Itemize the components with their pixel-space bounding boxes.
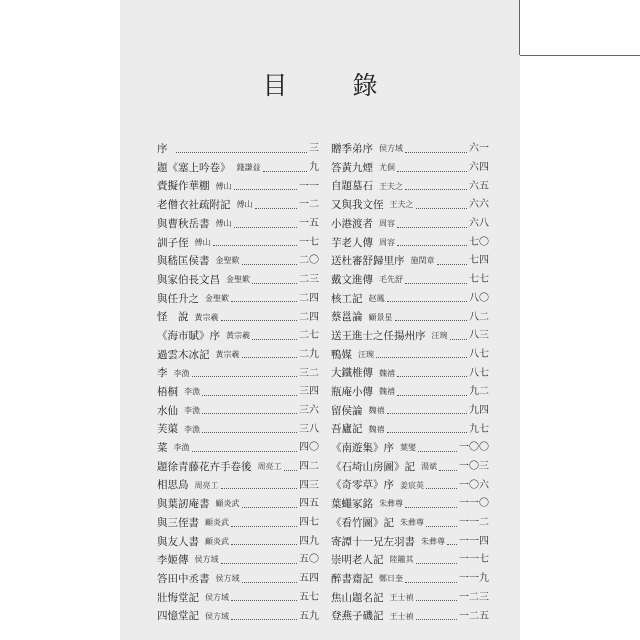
toc-entry[interactable] [331, 607, 489, 626]
entry-title: 李姬傳 [157, 554, 189, 567]
dot-leader [397, 395, 467, 396]
toc-entry[interactable] [331, 196, 489, 215]
entry-title: 芙蕖 [157, 423, 178, 436]
entry-title: 與葉訒庵書 [157, 498, 210, 511]
toc-entry[interactable] [331, 215, 489, 234]
entry-author: 李漁 [184, 424, 200, 434]
entry-title: 題《塞上吟卷》 [157, 161, 231, 174]
entry-author: 侯方域 [205, 611, 229, 621]
toc-entry[interactable] [157, 514, 319, 533]
entry-title: 訓子侄 [157, 236, 189, 249]
entry-page-number: 九四 [469, 404, 489, 416]
dot-leader [387, 301, 468, 302]
entry-author: 湯斌 [421, 462, 437, 472]
entry-author: 傅山 [215, 219, 232, 229]
dot-leader [242, 264, 298, 265]
dot-leader [221, 488, 298, 489]
entry-page-number: 六六 [469, 199, 489, 211]
entry-page-number: 一二五 [459, 610, 489, 622]
toc-left-column [157, 140, 319, 626]
toc-entry[interactable] [331, 327, 489, 346]
toc-entry[interactable] [157, 327, 319, 346]
entry-author: 王士禎 [389, 611, 414, 621]
entry-author: 李漁 [184, 387, 200, 397]
entry-page-number: 八二 [469, 311, 489, 323]
toc-entry[interactable] [157, 589, 319, 608]
dot-leader [405, 283, 467, 284]
dot-leader [234, 227, 298, 228]
entry-page-number: 一一四 [459, 535, 489, 547]
dot-leader [437, 264, 468, 265]
entry-page-number: 一〇三 [459, 461, 489, 473]
dot-leader [221, 320, 298, 321]
page-title: 目 錄 [262, 71, 398, 100]
dot-leader [416, 208, 468, 209]
toc-entry[interactable] [331, 383, 489, 402]
entry-author: 傅山 [194, 237, 211, 247]
entry-page-number: 三八 [299, 423, 319, 435]
entry-page-number: 一一 [299, 180, 319, 192]
entry-page-number: 一一九 [459, 573, 489, 585]
toc-entry[interactable] [157, 476, 319, 495]
entry-author: 侯方域 [215, 574, 240, 584]
entry-title: 答黃九煙 [331, 161, 373, 174]
entry-author: 王士禎 [389, 592, 414, 602]
dot-leader [426, 488, 457, 489]
entry-title: 序 [157, 143, 168, 156]
entry-page-number: 六八 [469, 218, 489, 230]
toc-entry[interactable] [331, 271, 489, 290]
entry-author: 魏禧 [379, 387, 395, 397]
entry-author: 汪琬 [431, 331, 448, 341]
dot-leader [202, 413, 297, 414]
toc-right-column [331, 140, 489, 626]
entry-author: 鄭日奎 [379, 574, 403, 584]
entry-title: 贈季弟序 [331, 143, 373, 156]
dot-leader [418, 451, 457, 452]
entry-title: 吾廬記 [331, 423, 363, 436]
entry-page-number: 七七 [469, 274, 489, 286]
toc-entry[interactable] [331, 233, 489, 252]
entry-author: 侯方域 [205, 592, 229, 602]
toc-entry[interactable] [157, 458, 319, 477]
toc-entry[interactable] [157, 177, 319, 196]
entry-page-number: 二九 [299, 348, 319, 360]
entry-page-number: 六五 [469, 180, 489, 192]
entry-page-number: 八七 [469, 348, 489, 360]
entry-title: 又與我文侄 [331, 199, 384, 212]
dot-leader [416, 563, 458, 564]
entry-title: 過雲木冰記 [157, 348, 210, 361]
toc-entry[interactable] [331, 589, 489, 608]
entry-author: 王夫之 [379, 181, 403, 191]
dot-leader [376, 357, 467, 358]
entry-author: 金聖歎 [215, 256, 240, 266]
toc-entry[interactable] [331, 495, 489, 514]
dot-leader [284, 470, 298, 471]
entry-author: 李漁 [173, 443, 190, 453]
entry-title: 答田中丞書 [157, 572, 210, 585]
entry-page-number: 四二 [299, 461, 319, 473]
entry-page-number: 五九 [299, 610, 319, 622]
toc-entry[interactable] [157, 402, 319, 421]
dot-leader [231, 600, 297, 601]
entry-page-number: 二四 [299, 292, 319, 304]
entry-title: 梧桐 [157, 386, 178, 399]
dot-leader [176, 152, 308, 153]
entry-author: 金聖歎 [205, 293, 229, 303]
entry-page-number: 四五 [299, 498, 319, 510]
toc-entry[interactable] [331, 514, 489, 533]
entry-page-number: 一五 [299, 218, 319, 230]
entry-title: 與三侄書 [157, 516, 199, 529]
entry-page-number: 三六 [299, 404, 319, 416]
dot-leader [192, 451, 298, 452]
dot-leader [405, 582, 457, 583]
entry-page-number: 四七 [299, 517, 319, 529]
entry-author: 朱彝尊 [379, 499, 403, 509]
entry-author: 魏禧 [368, 405, 385, 415]
entry-page-number: 四三 [299, 479, 319, 491]
dot-leader [405, 507, 457, 508]
entry-page-number: 八〇 [469, 292, 489, 304]
toc-entry[interactable] [331, 159, 489, 178]
toc-entry[interactable] [331, 290, 489, 309]
entry-author: 錢謙益 [236, 163, 261, 173]
dot-leader [395, 320, 468, 321]
dot-leader [387, 413, 468, 414]
dot-leader [242, 507, 298, 508]
entry-title: 《奇零草》序 [331, 479, 394, 492]
entry-page-number: 五〇 [299, 554, 319, 566]
entry-title: 鴨媒 [331, 348, 352, 361]
entry-page-number: 二三 [299, 274, 319, 286]
entry-title: 葉蠅冢銘 [331, 498, 373, 511]
dot-leader [397, 376, 467, 377]
toc-entry[interactable] [157, 532, 319, 551]
entry-page-number: 九二 [469, 386, 489, 398]
entry-title: 壯悔堂記 [157, 591, 199, 604]
entry-page-number: 八七 [469, 367, 489, 379]
dot-leader [397, 227, 467, 228]
entry-page-number: 一一二 [459, 517, 489, 529]
entry-author: 傅山 [236, 200, 253, 210]
dot-leader [387, 432, 468, 433]
entry-title: 賫擬作華棚 [157, 180, 210, 193]
toc-entry[interactable] [157, 383, 319, 402]
toc-entry[interactable] [331, 346, 489, 365]
toc-entry[interactable] [157, 196, 319, 215]
dot-leader [192, 376, 298, 377]
entry-title: 與嵇匡侯書 [157, 255, 210, 268]
entry-title: 老僧衣社疏附記 [157, 199, 231, 212]
entry-author: 顧炎武 [215, 499, 240, 509]
entry-author: 毛先舒 [379, 275, 403, 285]
toc-entry[interactable] [331, 476, 489, 495]
entry-page-number: 三二 [299, 367, 319, 379]
entry-author: 陸隴其 [389, 555, 414, 565]
entry-title: 蔡邕論 [331, 311, 363, 324]
entry-author: 姜宸英 [400, 480, 424, 490]
entry-author: 朱彝尊 [421, 536, 445, 546]
entry-author: 尤侗 [379, 163, 395, 173]
entry-page-number: 一一七 [459, 554, 489, 566]
dot-leader [416, 600, 458, 601]
entry-author: 李漁 [173, 368, 190, 378]
entry-author: 侯方域 [379, 144, 403, 154]
entry-title: 怪 說 [157, 311, 189, 324]
dot-leader [231, 619, 297, 620]
dot-leader [252, 339, 297, 340]
toc-entry[interactable] [331, 420, 489, 439]
dot-leader [213, 245, 298, 246]
toc-entry[interactable] [331, 252, 489, 271]
entry-title: 題徐青藤花卉手卷後 [157, 460, 252, 473]
dot-leader [397, 245, 467, 246]
entry-page-number: 六四 [469, 162, 489, 174]
entry-title: 留侯論 [331, 404, 363, 417]
entry-page-number: 二〇 [299, 255, 319, 267]
entry-title: 《看竹圖》記 [331, 516, 394, 529]
entry-author: 周容 [379, 237, 395, 247]
dot-leader [231, 526, 297, 527]
toc-entry[interactable] [157, 290, 319, 309]
toc-entry[interactable] [157, 570, 319, 589]
entry-author: 周亮工 [257, 462, 282, 472]
entry-page-number: 二四 [299, 311, 319, 323]
entry-page-number: 六一 [469, 143, 489, 155]
dot-leader [242, 357, 298, 358]
entry-author: 魏禧 [379, 368, 395, 378]
toc-entry[interactable] [157, 271, 319, 290]
dot-leader [405, 152, 467, 153]
toc-entry[interactable] [157, 439, 319, 458]
toc-entry[interactable] [157, 159, 319, 178]
entry-title: 登燕子磯記 [331, 610, 384, 623]
entry-author: 王夫之 [389, 200, 414, 210]
entry-title: 醉書齋記 [331, 572, 373, 585]
entry-title: 送杜審舒歸里序 [331, 255, 405, 268]
entry-page-number: 九七 [469, 423, 489, 435]
crop-mark-vertical [519, 0, 520, 55]
entry-title: 與友人書 [157, 535, 199, 548]
dot-leader [439, 470, 457, 471]
dot-leader [426, 526, 457, 527]
entry-title: 與家伯長文昌 [157, 273, 220, 286]
toc-entry[interactable] [157, 551, 319, 570]
toc-entry[interactable] [331, 140, 489, 159]
entry-page-number: 七四 [469, 255, 489, 267]
toc-entry[interactable] [331, 364, 489, 383]
entry-title: 四憶堂記 [157, 610, 199, 623]
entry-page-number: 三四 [299, 386, 319, 398]
entry-page-number: 三 [309, 143, 319, 155]
entry-title: 瓶庵小傳 [331, 386, 373, 399]
entry-title: 與任升之 [157, 292, 199, 305]
toc-entry[interactable] [331, 551, 489, 570]
dot-leader [416, 619, 458, 620]
entry-page-number: 一二三 [459, 591, 489, 603]
entry-title: 芋老人傳 [331, 236, 373, 249]
dot-leader [202, 432, 297, 433]
dot-leader [221, 563, 298, 564]
entry-title: 戴文進傳 [331, 273, 373, 286]
entry-author: 赵鳳 [368, 293, 385, 303]
entry-author: 顧炎武 [205, 518, 229, 528]
entry-title: 小港渡者 [331, 217, 373, 230]
dot-leader [231, 544, 297, 545]
entry-author: 黃宗羲 [194, 312, 219, 322]
toc-entry[interactable] [331, 439, 489, 458]
entry-author: 黃宗羲 [215, 349, 240, 359]
toc-entry[interactable] [157, 215, 319, 234]
entry-page-number: 四九 [299, 535, 319, 547]
entry-title: 焦山題名記 [331, 591, 384, 604]
entry-page-number: 五四 [299, 573, 319, 585]
entry-page-number: 四〇 [299, 442, 319, 454]
entry-author: 黃宗羲 [226, 331, 250, 341]
toc-entry[interactable] [157, 308, 319, 327]
entry-title: 崇明老人記 [331, 554, 384, 567]
entry-title: 自題墓石 [331, 180, 373, 193]
entry-title: 《海市賦》序 [157, 329, 220, 342]
entry-title: 《南遊集》序 [331, 442, 394, 455]
toc-entry[interactable] [157, 420, 319, 439]
dot-leader [255, 208, 298, 209]
entry-title: 水仙 [157, 404, 178, 417]
dot-leader [234, 189, 298, 190]
crop-mark-horizontal [520, 55, 640, 56]
entry-page-number: 一七 [299, 236, 319, 248]
toc-entry[interactable] [331, 308, 489, 327]
entry-author: 金聖歎 [226, 275, 250, 285]
dot-leader [252, 283, 297, 284]
entry-title: 相思鳥 [157, 479, 189, 492]
dot-leader [263, 171, 308, 172]
toc-entry[interactable] [157, 364, 319, 383]
entry-title: 與曹秋岳書 [157, 217, 210, 230]
entry-author: 汪琬 [358, 349, 374, 359]
toc-entry[interactable] [331, 532, 489, 551]
entry-author: 周亮工 [194, 480, 219, 490]
entry-page-number: 二七 [299, 330, 319, 342]
toc-entry[interactable] [157, 252, 319, 271]
toc-entry[interactable] [331, 570, 489, 589]
entry-author: 朱彝尊 [400, 518, 424, 528]
entry-title: 送王進士之任揚州序 [331, 329, 426, 342]
toc-entry[interactable] [157, 233, 319, 252]
entry-author: 顧景星 [368, 312, 393, 322]
toc-entry[interactable] [157, 140, 319, 159]
entry-page-number: 一一〇 [459, 498, 489, 510]
entry-page-number: 一〇〇 [459, 442, 489, 454]
dot-leader [397, 171, 467, 172]
entry-author: 侯方域 [194, 555, 219, 565]
dot-leader [447, 544, 457, 545]
toc-entry[interactable] [331, 177, 489, 196]
entry-page-number: 一〇六 [459, 479, 489, 491]
entry-title: 大鐵椎傳 [331, 367, 373, 380]
entry-title: 寄譚十一兄左羽書 [331, 535, 415, 548]
dot-leader [405, 189, 467, 190]
entry-author: 周容 [379, 219, 395, 229]
entry-page-number: 九 [309, 162, 319, 174]
entry-author: 傅山 [215, 181, 232, 191]
entry-page-number: 七〇 [469, 236, 489, 248]
toc-entry[interactable] [157, 495, 319, 514]
entry-page-number: 一二 [299, 199, 319, 211]
entry-author: 魏禧 [368, 424, 385, 434]
entry-title: 核工記 [331, 292, 363, 305]
dot-leader [202, 395, 297, 396]
entry-author: 葉燮 [400, 443, 416, 453]
toc-entry[interactable] [331, 402, 489, 421]
dot-leader [450, 339, 468, 340]
entry-author: 施閏章 [410, 256, 435, 266]
entry-title: 李 [157, 367, 168, 380]
entry-page-number: 五七 [299, 591, 319, 603]
toc-entry[interactable] [331, 458, 489, 477]
entry-author: 李漁 [184, 405, 200, 415]
entry-title: 《石埼山房圖》記 [331, 460, 415, 473]
entry-page-number: 八三 [469, 330, 489, 342]
dot-leader [242, 582, 298, 583]
dot-leader [231, 301, 297, 302]
entry-author: 顧炎武 [205, 536, 229, 546]
entry-title: 菜 [157, 442, 168, 455]
toc-entry[interactable] [157, 346, 319, 365]
toc-entry[interactable] [157, 607, 319, 626]
